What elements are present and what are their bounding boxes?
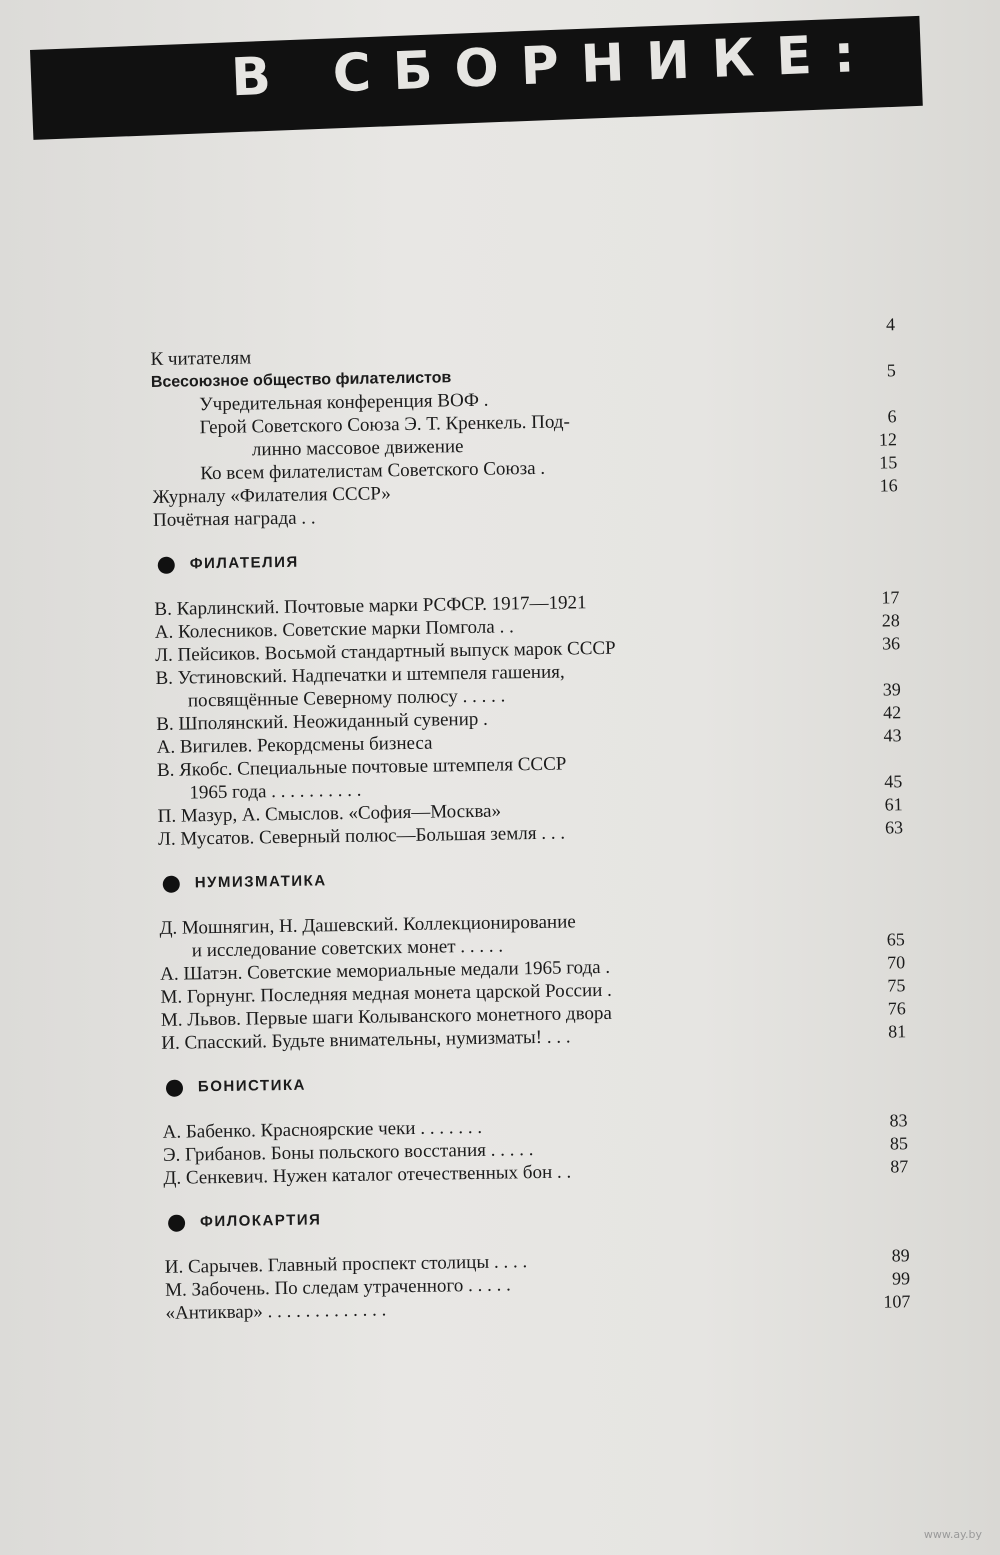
toc-page-number: 17 — [881, 587, 900, 608]
section-items-bonistics — [163, 1109, 909, 1190]
toc-entry-text: К читателям — [150, 347, 252, 370]
toc-entry-text: Ко всем филателистам Советского Союза . — [200, 457, 546, 485]
section-heading-philately — [154, 538, 899, 580]
toc-page-number: 28 — [881, 610, 900, 631]
toc-entry-text: И. Сарычев. Главный проспект столицы . . . . — [164, 1251, 528, 1278]
toc-page-number: 42 — [883, 702, 902, 723]
section-items-philately — [154, 586, 903, 851]
toc-entry-text: И. Спасский. Будьте внимательны, нумизматы! . . . — [161, 1026, 571, 1054]
section-title: ФИЛОКАРТИЯ — [199, 1211, 322, 1231]
section-heading-bonistics — [162, 1061, 907, 1103]
site-watermark: www.ay.by — [923, 1528, 982, 1541]
toc-page-number: 16 — [879, 475, 898, 496]
toc-entry-text: Всесоюзное общество филателистов — [150, 369, 452, 391]
toc-page-number: 5 — [886, 360, 896, 381]
toc-entry-text: В. Шполянский. Неожиданный сувенир . — [156, 708, 488, 735]
toc-entry-text: Герой Советского Союза Э. Т. Кренкель. Под- — [199, 411, 570, 439]
toc-page-number: 39 — [882, 679, 901, 700]
toc-page-number: 63 — [884, 817, 904, 838]
toc-entry-text: А. Бабенко. Красноярские чеки . . . . . . . — [162, 1116, 483, 1143]
section-title: БОНИСТИКА — [197, 1076, 307, 1096]
toc-entry-text: М. Львов. Первые шаги Колыванского монетного двора — [160, 1002, 613, 1031]
toc-page-number: 65 — [886, 929, 905, 950]
toc-page-number: 4 — [885, 314, 896, 335]
toc-page-number: 15 — [879, 452, 898, 473]
toc-entry-text: Почётная награда . . — [152, 507, 316, 531]
toc-page-number: 99 — [891, 1268, 911, 1289]
section-title: ФИЛАТЕЛИЯ — [189, 553, 299, 573]
toc-page-number: 6 — [887, 406, 897, 427]
section-heading-philocartia — [164, 1196, 909, 1238]
toc-page-number: 81 — [888, 1021, 907, 1042]
toc-entry-text: и исследование советских монет . . . . . — [191, 935, 504, 962]
toc-page-number: 36 — [881, 633, 901, 654]
toc-page-number: 89 — [891, 1245, 910, 1266]
toc-page-number: 43 — [883, 725, 902, 746]
section-title: НУМИЗМАТИКА — [194, 872, 327, 892]
section-items-numismatics — [159, 905, 906, 1055]
toc-page-number: 12 — [878, 429, 898, 450]
table-of-contents — [150, 313, 911, 1325]
toc-entry-text: А. Вигилев. Рекордсмены бизнеса — [156, 732, 433, 758]
toc-entry-text: А. Шатэн. Советские мемориальные медали 1965 года . — [160, 956, 611, 985]
section-heading-numismatics — [159, 857, 904, 899]
toc-page-number: 87 — [890, 1156, 909, 1177]
bullet-dot-icon — [158, 557, 175, 574]
toc-entry-text: Учредительная конференция ВОФ . — [199, 389, 489, 416]
bullet-dot-icon — [166, 1080, 183, 1097]
toc-entry-text: В. Карлинский. Почтовые марки РСФСР. 1917—1921 — [154, 592, 587, 620]
header-title: В СБОРНИКЕ: — [230, 23, 878, 109]
toc-entry-text: Э. Грибанов. Боны польского восстания . . . . . — [162, 1139, 534, 1166]
toc-page-number: 76 — [887, 998, 906, 1019]
toc-page-number: 83 — [889, 1110, 908, 1131]
toc-entry-text: Л. Мусатов. Северный полюс—Большая земля . . . — [157, 822, 566, 850]
toc-page-number: 75 — [887, 975, 906, 996]
toc-entry-text: линно массовое движение — [251, 436, 464, 461]
toc-page-number: 85 — [889, 1133, 909, 1154]
toc-entry-text: Д. Мошнягин, Н. Дашевский. Коллекционирование — [159, 911, 576, 939]
toc-entry-text: 1965 года . . . . . . . . . . — [189, 779, 362, 804]
section-items-philocartia — [165, 1244, 911, 1325]
toc-page-number: 45 — [884, 771, 903, 792]
toc-entry-text: Журналу «Филателия СССР» — [152, 483, 391, 508]
toc-page-number: 61 — [884, 794, 903, 815]
toc-entry-text: Д. Сенкевич. Нужен каталог отечественных бон . . — [163, 1161, 572, 1189]
toc-entry-text: М. Горнунг. Последняя медная монета царской России . — [160, 979, 613, 1008]
toc-entry-text: А. Колесников. Советские марки Помгола . . — [154, 616, 514, 643]
toc-entry-text: «Антиквар» . . . . . . . . . . . . . — [165, 1299, 387, 1324]
toc-entry-text: М. Забочень. По следам утраченного . . . . . — [165, 1274, 511, 1301]
toc-page-number: 107 — [883, 1291, 911, 1312]
header-banner — [30, 16, 923, 140]
bullet-dot-icon — [163, 876, 180, 893]
toc-entry-text: В. Якобс. Специальные почтовые штемпеля СССР — [156, 753, 567, 781]
toc-page-number: 70 — [886, 952, 906, 973]
toc-entry-text: посвящённые Северному полюсу . . . . . — [187, 685, 506, 712]
intro-block — [150, 313, 898, 532]
bullet-dot-icon — [168, 1215, 185, 1232]
toc-entry-text: В. Устиновский. Надпечатки и штемпеля гашения, — [155, 661, 565, 689]
toc-entry-text: П. Мазур, А. Смыслов. «София—Москва» — [157, 800, 502, 827]
toc-entry-text: Л. Пейсиков. Восьмой стандартный выпуск марок СССР — [155, 637, 616, 666]
